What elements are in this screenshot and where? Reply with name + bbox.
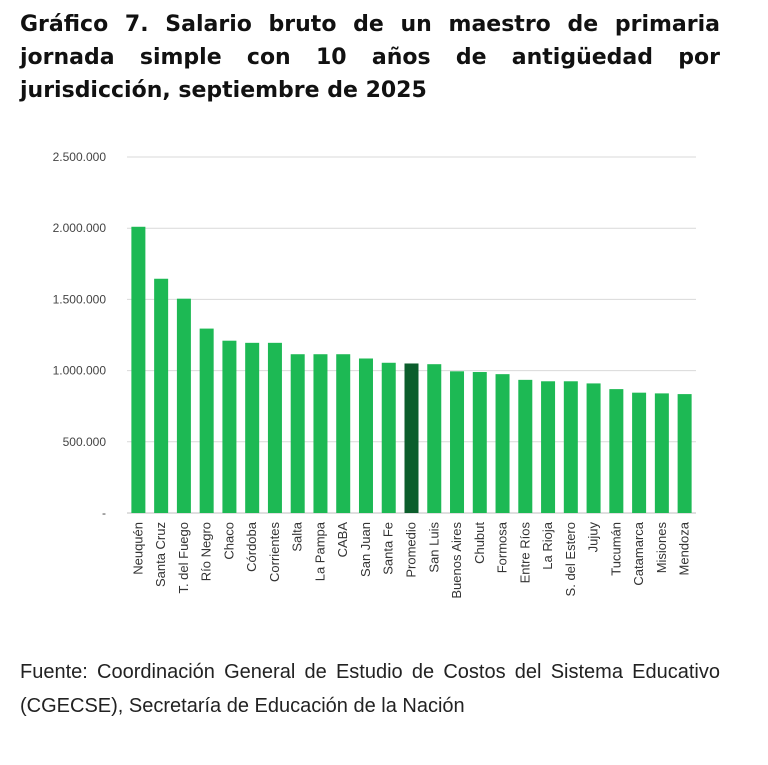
x-tick-label: Salta xyxy=(289,522,305,552)
bar-14 xyxy=(450,371,464,513)
bar-20 xyxy=(587,383,601,513)
bar-4 xyxy=(222,341,236,513)
bars xyxy=(131,227,691,513)
bar-7 xyxy=(291,354,305,513)
x-tick-label: La Pampa xyxy=(312,522,328,582)
bar-13 xyxy=(427,364,441,513)
bar-22 xyxy=(632,393,646,513)
x-tick-label: Entre Ríos xyxy=(517,522,533,584)
bar-2 xyxy=(177,299,191,513)
bar-19 xyxy=(564,381,578,513)
x-tick-label: San Luis xyxy=(426,522,442,573)
bar-17 xyxy=(518,380,532,513)
bar-3 xyxy=(200,329,214,513)
x-tick-label: Santa Fe xyxy=(380,522,396,575)
bar-10 xyxy=(359,358,373,513)
y-tick-label: 1.000.000 xyxy=(52,363,106,378)
x-tick-label: Misiones xyxy=(653,522,669,574)
bar-1 xyxy=(154,279,168,513)
bar-12 xyxy=(405,363,419,513)
bar-18 xyxy=(541,381,555,513)
x-tick-label: Chaco xyxy=(221,522,237,560)
bar-15 xyxy=(473,372,487,513)
x-tick-label: Chubut xyxy=(471,522,487,564)
x-tick-label: S. del Estero xyxy=(562,522,578,597)
x-tick-label: La Rioja xyxy=(540,522,556,570)
x-tick-label: San Juan xyxy=(357,522,373,577)
x-tick-label: Corrientes xyxy=(266,522,282,582)
x-tick-label: Neuquén xyxy=(130,522,146,575)
y-tick-label: 2.500.000 xyxy=(52,150,106,164)
x-tick-label: Tucumán xyxy=(608,522,624,576)
bar-6 xyxy=(268,343,282,513)
bar-16 xyxy=(496,374,510,513)
x-tick-label: Buenos Aires xyxy=(449,522,465,599)
x-tick-label: Río Negro xyxy=(198,522,214,582)
bar-24 xyxy=(678,394,692,513)
bar-23 xyxy=(655,393,669,513)
x-axis-labels xyxy=(130,521,691,598)
x-tick-label: Mendoza xyxy=(676,522,692,576)
x-tick-label: Córdoba xyxy=(244,522,260,572)
x-tick-label: CABA xyxy=(335,522,351,558)
y-tick-label: 2.000.000 xyxy=(52,221,106,236)
x-tick-label: Santa Cruz xyxy=(153,522,169,588)
y-axis-ticks xyxy=(53,150,107,520)
y-tick-label: 500.000 xyxy=(62,434,106,449)
x-tick-label: Promedio xyxy=(403,522,419,578)
bar-8 xyxy=(313,354,327,513)
bar-21 xyxy=(609,389,623,513)
y-tick-label: - xyxy=(102,506,106,520)
bar-0 xyxy=(131,227,145,513)
bar-5 xyxy=(245,343,259,513)
chart-title: Gráfico 7. Salario bruto de un maestro de primaria jornada simple con 10 años de antigüedad por jurisdicción, septiembre de 2025 xyxy=(20,12,720,103)
x-tick-label: Catamarca xyxy=(631,522,647,586)
bar-11 xyxy=(382,363,396,513)
x-tick-label: T. del Fuego xyxy=(175,522,191,594)
source-note: Fuente: Coordinación General de Estudio de Costos del Sistema Educativo (CGECSE), Secretaría de Educación de la Nación xyxy=(20,661,720,717)
y-tick-label: 1.500.000 xyxy=(52,292,106,307)
x-tick-label: Formosa xyxy=(494,522,510,574)
bar-9 xyxy=(336,354,350,513)
x-tick-label: Jujuy xyxy=(585,522,601,553)
